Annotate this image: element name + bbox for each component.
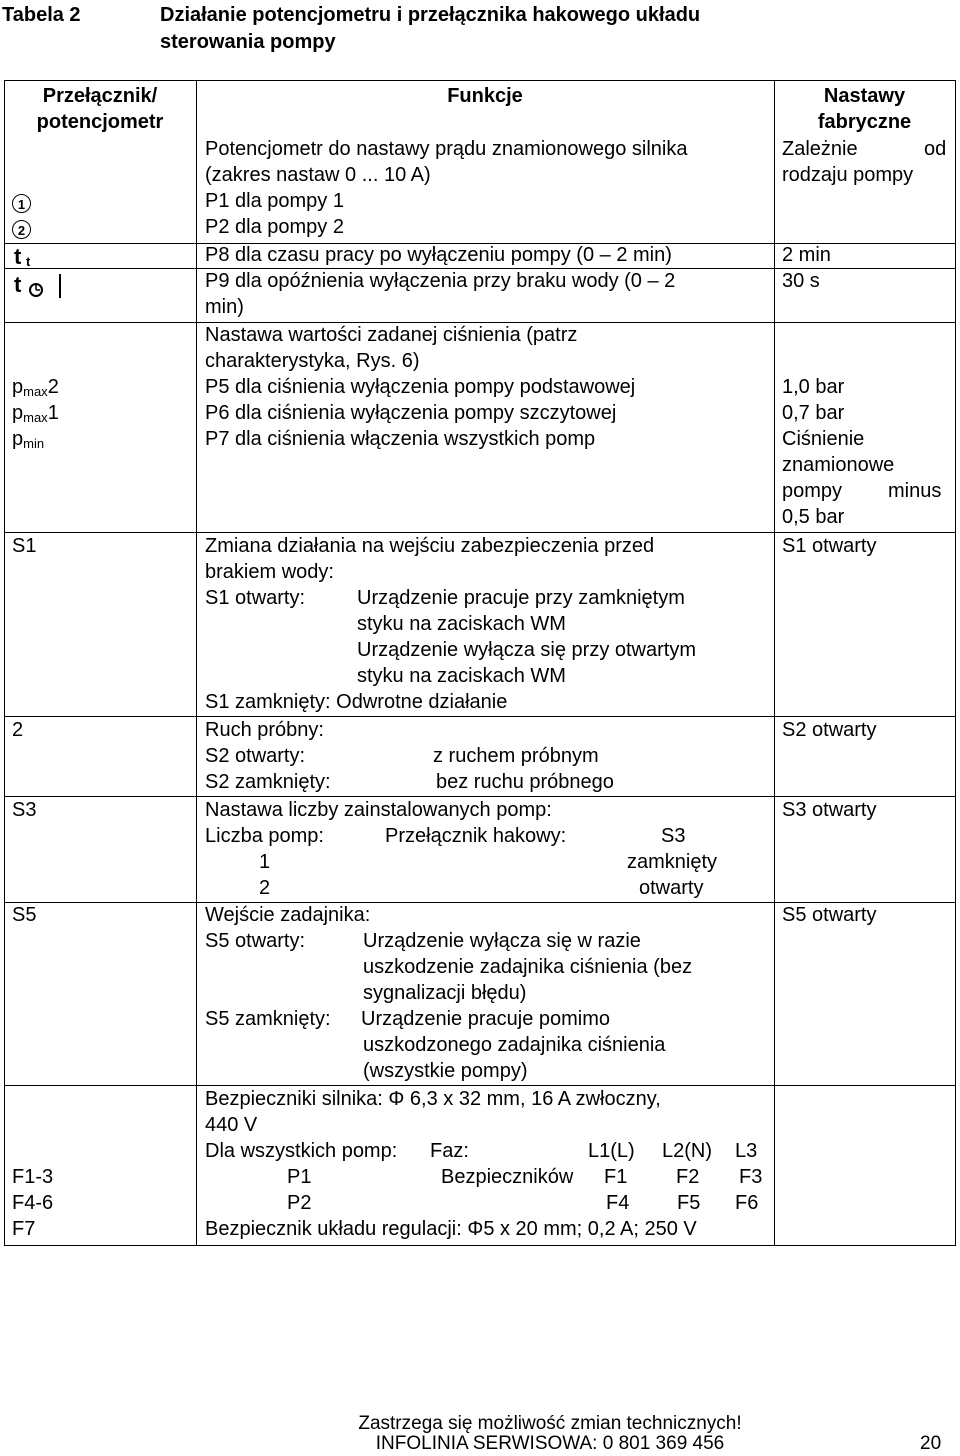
page-number: 20	[920, 1433, 942, 1454]
fuse-function-line: F4	[606, 1192, 630, 1214]
column-header-factory-2: fabryczne	[817, 111, 912, 133]
column-header-switch: Przełącznik/	[42, 85, 158, 107]
fuse-function-line: F5	[677, 1192, 701, 1214]
fuse-function-line: Bezpieczników	[441, 1166, 574, 1188]
fuse-key: F1-3	[12, 1166, 54, 1188]
delay-timer-icon	[14, 272, 70, 300]
svg-text:t: t	[14, 272, 22, 297]
fuse-function-line: L1(L)	[588, 1140, 635, 1162]
table-right-border	[955, 80, 956, 1246]
svg-text:t: t	[26, 254, 31, 268]
s1-function-line: Urządzenie pracuje przy zamkniętym	[357, 587, 685, 609]
s5-function-line: Wejście zadajnika:	[205, 904, 371, 926]
s5-function-line: Urządzenie pracuje pomimo	[361, 1008, 611, 1030]
fuse-function-line: L3	[735, 1140, 758, 1162]
s3-function-line: Liczba pomp:	[205, 825, 324, 847]
s3-function-line: zamknięty	[627, 851, 718, 873]
fuse-function-line: F3	[739, 1166, 763, 1188]
s2-key: 2	[12, 719, 24, 741]
pressure-function-line: P5 dla ciśnienia wyłączenia pompy podstawowej	[205, 376, 636, 398]
s2-function-line: Ruch próbny:	[205, 719, 324, 741]
table-title-line2: sterowania pompy	[160, 31, 336, 53]
pmax2-p: p	[12, 376, 24, 398]
pressure-function-line: Nastawa wartości zadanej ciśnienia (patrz	[205, 324, 578, 346]
pot-function-line: P2 dla pompy 2	[205, 216, 344, 238]
s2-factory: S2 otwarty	[782, 719, 877, 741]
pmax2-suffix: 2	[47, 376, 59, 398]
column-divider-1	[196, 80, 197, 1246]
s1-function-line: styku na zaciskach WM	[357, 613, 566, 635]
s5-function-line: (wszystkie pompy)	[363, 1060, 528, 1082]
table-top-border	[4, 80, 955, 81]
p9-function-line: P9 dla opóźnienia wyłączenia przy braku wody (0 – 2	[205, 270, 676, 292]
s5-factory: S5 otwarty	[782, 904, 877, 926]
run-time-icon	[14, 246, 38, 268]
circled-one-icon	[12, 190, 31, 216]
circled-number: 1	[12, 194, 31, 213]
fuse-key: F4-6	[12, 1192, 54, 1214]
pressure-function-line: charakterystyka, Rys. 6)	[205, 350, 420, 372]
s2-function-line: bez ruchu próbnego	[436, 771, 614, 793]
s5-function-line: S5 zamknięty:	[205, 1008, 331, 1030]
s3-function-line: 1	[259, 851, 271, 873]
pressure-factory-line: 1,0 bar	[782, 376, 845, 398]
s5-function-line: sygnalizacji błędu)	[363, 982, 527, 1004]
pot-factory-line: od	[924, 138, 947, 160]
s2-function-line: S2 otwarty:	[205, 745, 306, 767]
table-left-border	[4, 80, 5, 1246]
s3-factory: S3 otwarty	[782, 799, 877, 821]
pmax1-sub: max	[23, 410, 48, 425]
table-bottom-border	[4, 1245, 955, 1246]
footer-disclaimer: Zastrzega się możliwość zmian technicznych!	[358, 1413, 742, 1434]
pmin-p: p	[12, 428, 24, 450]
pressure-function-line: P7 dla ciśnienia włączenia wszystkich pomp	[205, 428, 596, 450]
circled-number: 2	[12, 220, 31, 239]
footer-hotline: INFOLINIA SERWISOWA: 0 801 369 456	[375, 1433, 725, 1454]
s1-function-line: brakiem wody:	[205, 561, 334, 583]
p8-factory: 2 min	[782, 244, 831, 266]
p9-function-line: min)	[205, 296, 244, 318]
fuse-function-line: L2(N)	[662, 1140, 713, 1162]
pot-factory-line: Zależnie	[782, 138, 858, 160]
s3-function-line: S3	[661, 825, 686, 847]
fuse-function-line: Dla wszystkich pomp:	[205, 1140, 398, 1162]
fuse-function-line: F2	[676, 1166, 700, 1188]
p8-function: P8 dla czasu pracy po wyłączeniu pompy (0 – 2 min)	[205, 244, 672, 266]
pot-function-line: (zakres nastaw 0 ... 10 A)	[205, 164, 431, 186]
fuse-function-line: P2	[287, 1192, 312, 1214]
pressure-factory-line: Ciśnienie	[782, 428, 865, 450]
s3-function-line: Przełącznik hakowy:	[385, 825, 567, 847]
column-divider-2	[774, 80, 775, 1246]
pmax2-sub: max	[23, 384, 48, 399]
s2-function-line: z ruchem próbnym	[433, 745, 599, 767]
pressure-factory-line: pompy	[782, 480, 843, 502]
pressure-factory-line: 0,7 bar	[782, 402, 845, 424]
s1-factory: S1 otwarty	[782, 535, 877, 557]
pressure-function-line: P6 dla ciśnienia wyłączenia pompy szczytowej	[205, 402, 617, 424]
fuse-key: F7	[12, 1218, 36, 1240]
pmin-sub: min	[23, 436, 45, 451]
s1-function-line: Urządzenie wyłącza się przy otwartym	[357, 639, 696, 661]
table-title-line1: Działanie potencjometru i przełącznika hakowego układu	[160, 4, 701, 26]
column-header-switch-2: potencjometr	[36, 111, 164, 133]
column-header-factory: Nastawy	[823, 85, 906, 107]
pressure-factory-line: minus	[888, 480, 942, 502]
circled-two-icon	[12, 216, 31, 242]
fuse-function-line: Bezpieczniki silnika: Φ 6,3 x 32 mm, 16 A zwłoczny,	[205, 1088, 661, 1110]
pot-function-line: P1 dla pompy 1	[205, 190, 344, 212]
s5-key: S5	[12, 904, 37, 926]
s3-function-line: Nastawa liczby zainstalowanych pomp:	[205, 799, 552, 821]
s3-key: S3	[12, 799, 37, 821]
pressure-factory-line: 0,5 bar	[782, 506, 845, 528]
svg-text:t: t	[14, 246, 22, 268]
fuse-function-line: Bezpiecznik układu regulacji: Φ5 x 20 mm; 0,2 A; 250 V	[205, 1218, 697, 1240]
column-header-functions: Funkcje	[447, 85, 523, 107]
s1-function-line: S1 zamknięty: Odwrotne działanie	[205, 691, 508, 713]
pmin-key	[12, 426, 44, 457]
fuse-function-line: 440 V	[205, 1114, 258, 1136]
fuse-function-line: Faz:	[430, 1140, 469, 1162]
pot-function-line: Potencjometr do nastawy prądu znamionowego silnika	[205, 138, 688, 160]
s5-function-line: uszkodzonego zadajnika ciśnienia	[363, 1034, 666, 1056]
s1-function-line: styku na zaciskach WM	[357, 665, 566, 687]
s5-function-line: S5 otwarty:	[205, 930, 306, 952]
fuse-function-line: F1	[604, 1166, 628, 1188]
table-number: Tabela 2	[2, 4, 81, 26]
pmax1-suffix: 1	[47, 402, 59, 424]
s5-function-line: uszkodzenie zadajnika ciśnienia (bez	[363, 956, 693, 978]
pmax1-p: p	[12, 402, 24, 424]
s2-function-line: S2 zamknięty:	[205, 771, 331, 793]
s3-function-line: otwarty	[639, 877, 704, 899]
pressure-factory-line: znamionowe	[782, 454, 895, 476]
p9-factory: 30 s	[782, 270, 820, 292]
fuse-function-line: P1	[287, 1166, 312, 1188]
s5-function-line: Urządzenie wyłącza się w razie	[363, 930, 641, 952]
s1-function-line: Zmiana działania na wejściu zabezpieczenia przed	[205, 535, 655, 557]
s3-function-line: 2	[259, 877, 271, 899]
s1-key: S1	[12, 535, 37, 557]
pot-factory-line: rodzaju pompy	[782, 164, 914, 186]
fuse-function-line: F6	[735, 1192, 759, 1214]
s1-function-line: S1 otwarty:	[205, 587, 306, 609]
